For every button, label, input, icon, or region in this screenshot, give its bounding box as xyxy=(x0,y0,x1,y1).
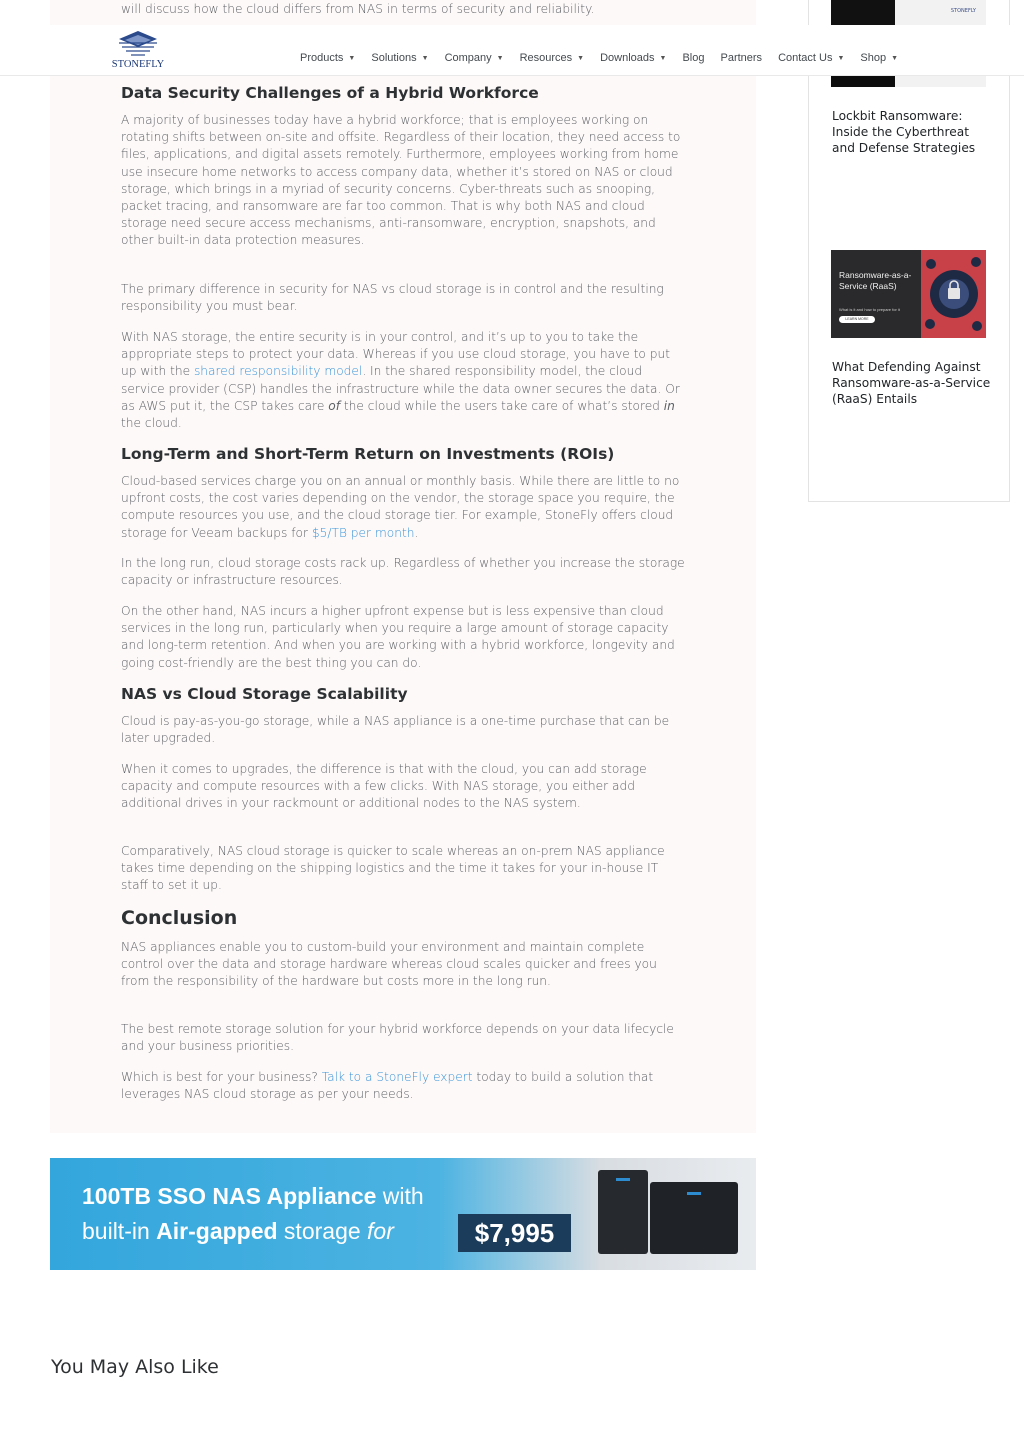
ransomware-illustration xyxy=(921,250,986,338)
section-heading-roi: Long-Term and Short-Term Return on Investments (ROIs) xyxy=(121,445,615,463)
text: With NAS storage, the entire security is in your control, and it’s up to you to take the appropriate steps to protect your data. Whereas if you use cloud storage, you have to put up with the xyxy=(121,330,670,379)
nav-item-blog[interactable] xyxy=(682,52,704,64)
caret-down-icon: ▼ xyxy=(837,54,845,62)
caret-down-icon: ▼ xyxy=(891,54,899,62)
text: today to build a solution that leverages NAS cloud storage as per your needs. xyxy=(121,1070,654,1102)
banner-text: with xyxy=(376,1183,424,1209)
nav-item-products[interactable] xyxy=(300,52,355,64)
thumbnail-subtitle: What is it and how to prepare for it xyxy=(839,307,900,312)
banner-line-2 xyxy=(82,1218,394,1245)
site-header xyxy=(0,25,1024,76)
caret-down-icon: ▼ xyxy=(421,54,429,62)
paragraph: Cloud is pay-as-you-go storage, while a NAS appliance is a one-time purchase that can be later upgraded. xyxy=(121,714,670,746)
text: Cloud-based services charge you on an annual or monthly basis. While there are little to no upfront costs, the cost varies depending on the vendor, the storage space you require, the compute resources you use, and the cloud storage tier. For example, StoneFly offers cloud storage for Veeam backups for xyxy=(121,474,680,540)
nav-item-contact-us[interactable] xyxy=(778,52,844,64)
stonefly-logo[interactable] xyxy=(109,29,167,73)
thumbnail-title: Ransomware-as-a-Service (RaaS) xyxy=(839,270,912,291)
nav-item-label: Resources xyxy=(519,52,573,64)
thumbnail-button: LEARN MORE xyxy=(839,316,875,323)
nav-item-label: Solutions xyxy=(371,52,417,64)
paragraph: The primary difference in security for NAS vs cloud storage is in control and the resulting responsibility you must bear. xyxy=(121,282,664,314)
main-nav xyxy=(300,52,914,64)
price-badge: $7,995 xyxy=(458,1214,571,1252)
stonefly-logo-icon xyxy=(113,29,163,57)
section-heading-scalability: NAS vs Cloud Storage Scalability xyxy=(121,685,408,703)
paragraph: On the other hand, NAS incurs a higher upfront expense but is less expensive than cloud services in the long run, particularly when you require a large amount of storage capacity and long-term retention. And when you are working with a hybrid workforce, longevity and going cost-friendly are the best thing you can do. xyxy=(121,604,675,670)
paragraph: When it comes to upgrades, the difference is that with the cloud, you can add storage capacity and compute resources with a few clicks. With NAS storage, you either add additional drives in your rackmount or additional nodes to the NAS system. xyxy=(121,762,647,811)
text: the cloud while the users take care of what’s stored xyxy=(340,398,664,413)
nav-item-label: Partners xyxy=(720,52,763,64)
text: Which is best for your business? xyxy=(121,1070,322,1084)
caret-down-icon: ▼ xyxy=(659,54,667,62)
banner-text: Air-gapped xyxy=(156,1218,278,1244)
server-light xyxy=(616,1178,630,1181)
post-thumbnail-raas[interactable] xyxy=(831,250,986,338)
nav-item-downloads[interactable] xyxy=(600,52,666,64)
server-light xyxy=(687,1192,701,1195)
post-title-raas[interactable]: What Defending Against Ransomware-as-a-Service (RaaS) Entails xyxy=(832,360,991,406)
text: . In the shared responsibility model, the cloud service provider (CSP) handles the infrastructure while the data owner secures the data. Or as AWS put it, the CSP takes care xyxy=(121,364,680,413)
caret-down-icon: ▼ xyxy=(577,54,585,62)
nav-item-company[interactable] xyxy=(445,52,504,64)
nav-item-shop[interactable] xyxy=(860,52,898,64)
pricing-link[interactable]: $5/TB per month xyxy=(311,525,415,540)
emphasis: of xyxy=(328,398,341,413)
paragraph: NAS appliances enable you to custom-build your environment and maintain complete control over the data and storage hardware whereas cloud scales quicker and frees you from the responsibility of the hardware but costs more in the long run. xyxy=(121,940,657,989)
emphasis: in xyxy=(663,398,675,413)
caret-down-icon: ▼ xyxy=(348,54,356,62)
security-illustration-icon xyxy=(921,250,986,338)
post-title-lockbit[interactable]: Lockbit Ransomware: Inside the Cyberthreat and Defense Strategies xyxy=(832,109,976,155)
server-appliance-image xyxy=(650,1182,738,1254)
paragraph: In the long run, cloud storage costs rack up. Regardless of whether you increase the storage capacity or infrastructure resources. xyxy=(121,556,685,588)
nav-item-label: Downloads xyxy=(600,52,655,64)
nav-item-solutions[interactable] xyxy=(371,52,428,64)
intro-tail-text: will discuss how the cloud differs from NAS in terms of security and reliability. xyxy=(121,2,595,16)
paragraph: The best remote storage solution for your hybrid workforce depends on your data lifecycle and your business priorities. xyxy=(121,1022,674,1054)
server-appliance-image xyxy=(598,1170,648,1254)
text: . xyxy=(414,525,419,540)
nav-item-partners[interactable] xyxy=(720,52,762,64)
nav-item-label: Blog xyxy=(682,52,705,64)
nav-item-label: Contact Us xyxy=(778,52,833,64)
caret-down-icon: ▼ xyxy=(496,54,504,62)
nav-item-resources[interactable] xyxy=(520,52,585,64)
paragraph-pricing xyxy=(121,473,685,542)
paragraph: A majority of businesses today have a hybrid workforce; that is employees working on rotating shifts between on-site and offsite. Regardless of their location, they need access to files, applications, and digital assets remotely. Furthermore, employees working from home use insecure home networks to access company data, whether it’s stored on NAS or cloud storage, which brings in a myriad of security concerns. Cyber-threats such as snooping, packet tracing, and ransomware are far too common. That is why both NAS and cloud storage need secure access mechanisms, anti-ransomware, encryption, snapshots, and other built-in data protection measures. xyxy=(121,113,681,248)
logo-wordmark: STONEFLY xyxy=(111,59,165,70)
thumbnail-logo: STONEFLY xyxy=(950,8,976,14)
related-posts-heading: You May Also Like xyxy=(51,1356,219,1378)
banner-text: storage xyxy=(277,1218,368,1244)
nas-appliance-banner[interactable] xyxy=(50,1158,756,1270)
thumbnail-graphic xyxy=(831,0,895,25)
nav-item-label: Shop xyxy=(860,52,887,64)
banner-text: built-in xyxy=(82,1218,157,1244)
banner-line-1 xyxy=(82,1183,424,1210)
paragraph-cta xyxy=(121,1069,685,1103)
text: the cloud. xyxy=(121,416,182,431)
banner-text: for xyxy=(367,1218,394,1244)
nav-item-label: Products xyxy=(300,52,344,64)
conclusion-heading: Conclusion xyxy=(121,907,238,929)
section-heading-security: Data Security Challenges of a Hybrid Workforce xyxy=(121,84,539,102)
talk-to-expert-link[interactable]: Talk to a StoneFly expert xyxy=(321,1070,473,1084)
paragraph: Comparatively, NAS cloud storage is quicker to scale whereas an on-prem NAS appliance takes time depending on the shipping logistics and the time it takes for your in-house IT staff to set it up. xyxy=(121,844,665,893)
nav-item-label: Company xyxy=(444,52,492,64)
shared-responsibility-link[interactable]: shared responsibility model xyxy=(193,364,363,379)
paragraph-shared-responsibility xyxy=(121,329,685,432)
banner-text: 100TB SSO NAS Appliance xyxy=(82,1183,377,1209)
